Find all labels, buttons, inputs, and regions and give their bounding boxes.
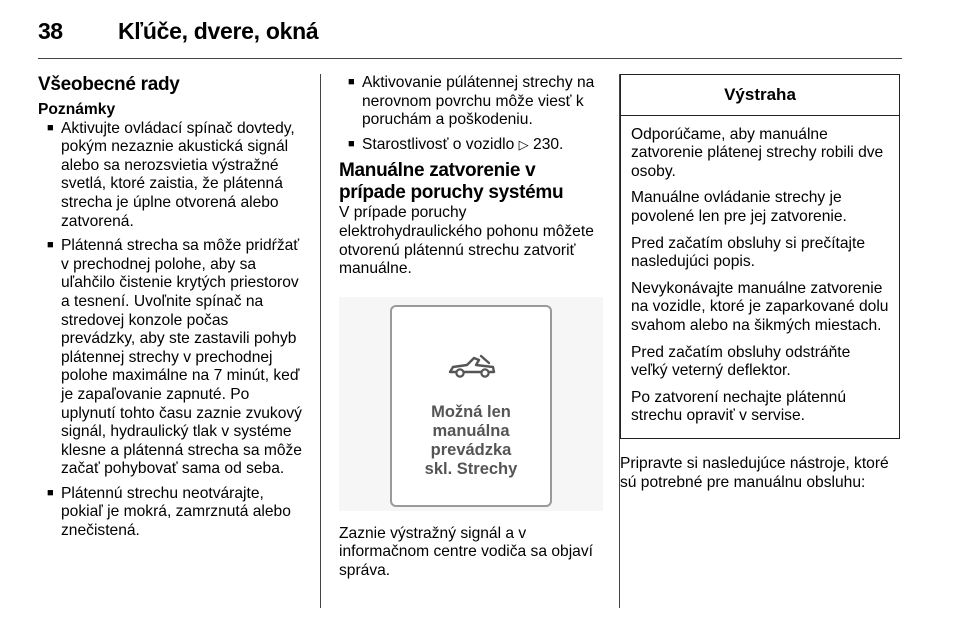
- warning-paragraph: Pred začatím obsluhy odstráňte veľký veterný deflektor.: [631, 343, 851, 380]
- tools-paragraph: Pripravte si nasledujúce nástroje, ktoré sú potrebné pre manuálnu obsluhu:: [620, 454, 889, 491]
- warning-paragraph: Pred začatím obsluhy si prečítajte nasledujúci popis.: [631, 234, 866, 271]
- after-figure-paragraph: Zaznie výstražný signál a v informačnom centre vodiča sa objaví správa.: [339, 524, 593, 579]
- warning-body: [621, 116, 899, 438]
- chapter-title: Kľúče, dvere, okná: [118, 18, 319, 44]
- column-divider: [320, 74, 321, 608]
- display-message: [392, 403, 550, 479]
- warning-paragraph: Odporúčame, aby manuálne zatvorenie plátenej strechy robili dve osoby.: [631, 125, 884, 180]
- note-label: Poznámky: [38, 101, 116, 118]
- section-title-manual-closing: Manuálne zatvorenie v prípade poruchy systému: [339, 160, 564, 204]
- convertible-car-icon: [447, 352, 497, 380]
- list-item: ■ Plátennú strechu neotvárajte, pokiaľ je mokrá, zamrznutá alebo znečistená.: [38, 485, 306, 541]
- page-number: 38: [38, 18, 63, 44]
- column-1: [38, 74, 306, 547]
- list-item-care-reference: [339, 136, 605, 155]
- warning-title: Výstraha: [621, 75, 899, 116]
- warning-box: [620, 74, 900, 439]
- column-3: [620, 74, 904, 492]
- column-2: [339, 74, 605, 581]
- display-line: skl. Strechy: [424, 459, 518, 478]
- page-reference-arrow-icon: ▷: [518, 136, 529, 152]
- care-text: Starostlivosť o vozidlo: [362, 135, 515, 153]
- care-page-link[interactable]: 230.: [533, 135, 564, 153]
- section-title-general: Všeobecné rady: [38, 74, 180, 95]
- note-list-continued: [339, 74, 605, 154]
- warning-paragraph: Manuálne ovládanie strechy je povolené len pre jej zatvorenie.: [631, 189, 847, 225]
- driver-info-display: [390, 305, 552, 507]
- note-list: [38, 120, 306, 541]
- list-item: ■ Plátenná strecha sa môže pridŕžať v prechodnej polohe, aby sa uľahčilo čistenie krytých priestorov a tesnení. Uvoľnite spínač na stredovej konzole počas prevádzky, aby ste zastavili pohyb plátennej strechy v prechodnej polohe maximálne na 7 minút, keď je zapaľovanie zapnuté. Po uplynutí tohto času zaznie zvukový signál, hydraulický tlak v systéme klesne a plátenná strecha sa môže začať pohybovať sama od seba.: [38, 237, 306, 479]
- list-item: ■ Aktivujte ovládací spínač dovtedy, pokým nezaznie akustická signál alebo sa nerozsvietia výstražné svetlá, ktoré zaistia, že plátenná strecha je úplne otvorená alebo zatvorená.: [38, 120, 306, 232]
- display-line: prevádzka: [430, 440, 512, 459]
- display-line: manuálna: [432, 421, 510, 440]
- warning-paragraph: Nevykonávajte manuálne zatvorenie na vozidle, ktoré je zaparkované dolu svahom alebo na šikmých miestach.: [631, 279, 889, 334]
- driver-info-display-figure: [339, 297, 603, 511]
- list-item: ■ Aktivovanie púlátennej strechy na nerovnom povrchu môže viesť k poruchám a poškodeniu.: [339, 74, 605, 130]
- intro-paragraph: V prípade poruchy elektrohydraulického pohonu môžete otvorenú plátennú strechu zatvoriť manuálne.: [339, 204, 594, 278]
- display-line: Možná len: [431, 402, 511, 421]
- warning-paragraph: Po zatvorení nechajte plátennú strechu opraviť v servise.: [631, 388, 847, 425]
- header-rule: [38, 58, 902, 59]
